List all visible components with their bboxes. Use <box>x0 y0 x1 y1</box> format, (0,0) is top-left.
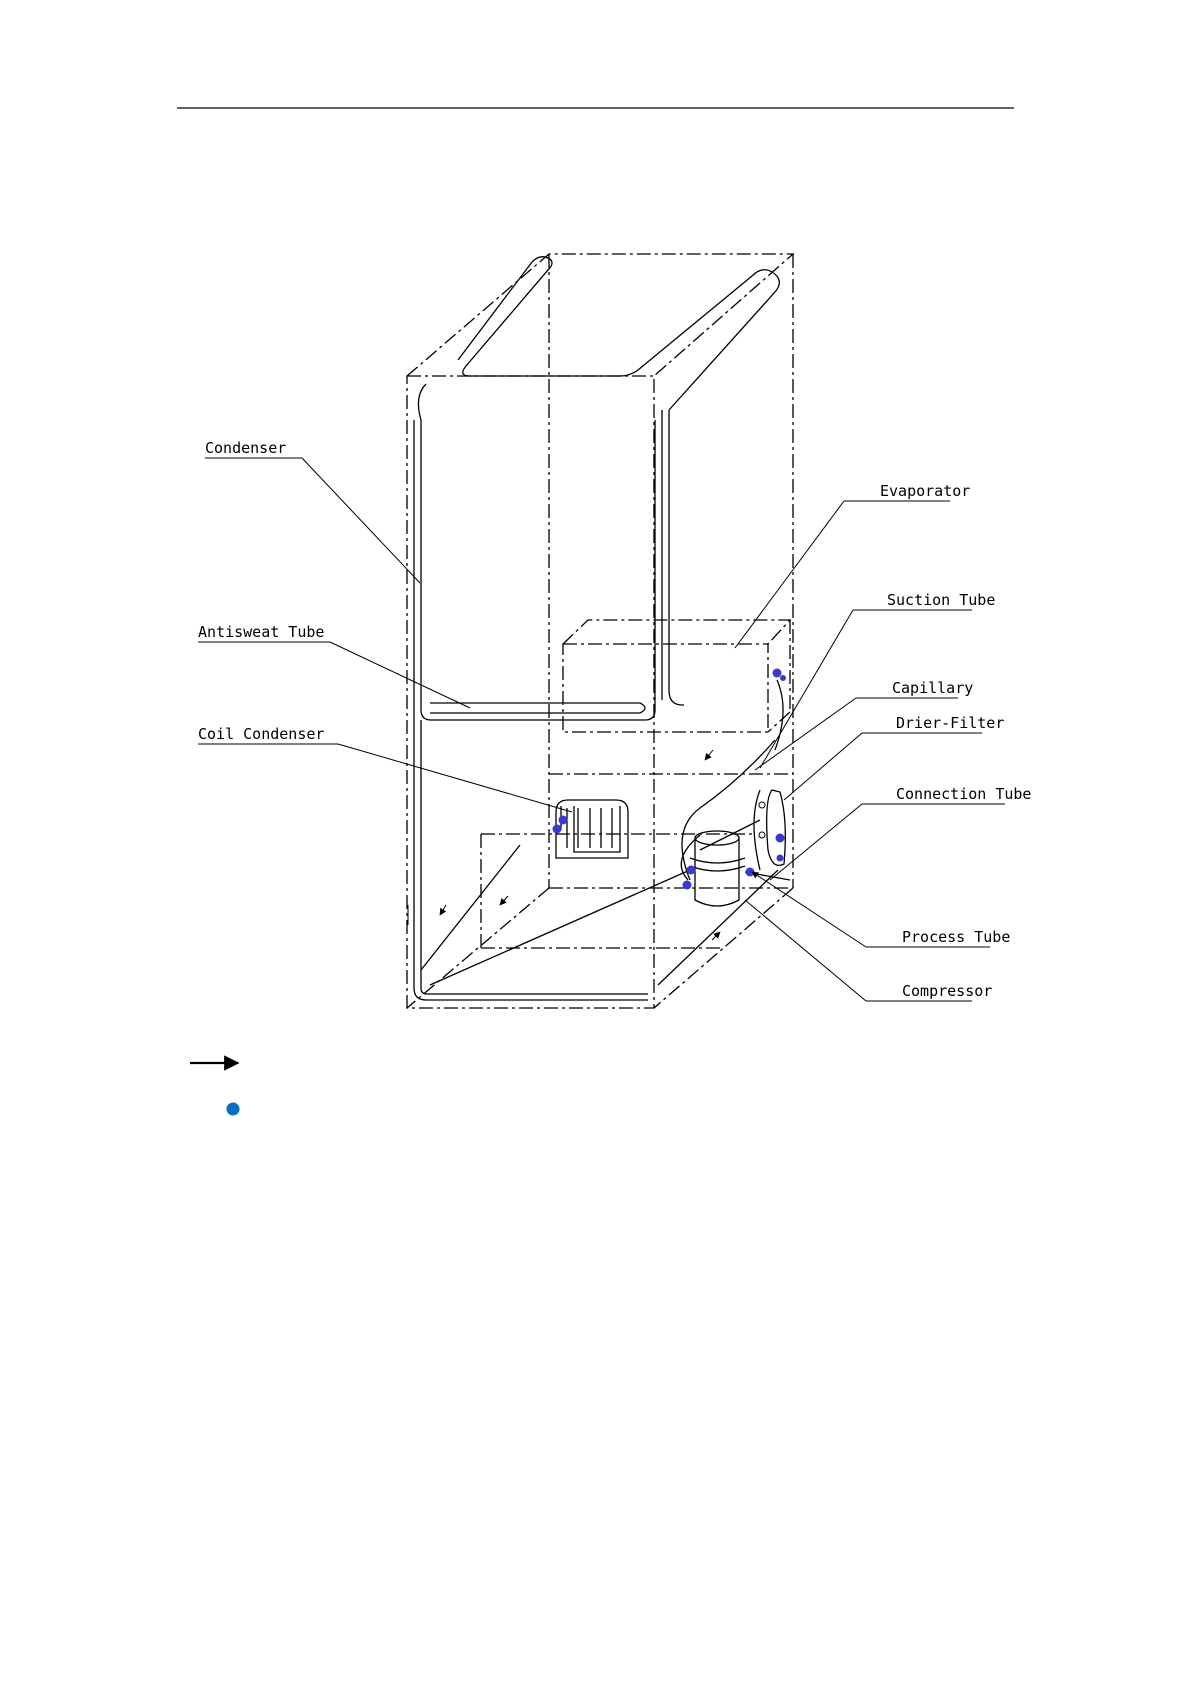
drier-filter-label: Drier-Filter <box>896 714 1005 732</box>
weld-points <box>553 669 787 890</box>
suction-capillary <box>682 740 775 880</box>
label-evaporator <box>735 482 970 648</box>
label-antisweat-tube <box>198 623 470 708</box>
suction-tube-label: Suction Tube <box>887 591 996 609</box>
evaporator <box>563 620 790 750</box>
compressor-label: Compressor <box>902 982 993 1000</box>
label-condenser <box>205 439 420 583</box>
legend <box>190 1063 240 1116</box>
antisweat-tube-label: Antisweat Tube <box>198 623 325 641</box>
capillary-label: Capillary <box>892 679 974 697</box>
coil-condenser-label: Coil Condenser <box>198 725 325 743</box>
process-tube-label: Process Tube <box>902 928 1011 946</box>
condenser-label: Condenser <box>205 439 287 457</box>
evaporator-label: Evaporator <box>880 482 971 500</box>
connection-tube-label: Connection Tube <box>896 785 1032 803</box>
label-compressor <box>745 900 992 1001</box>
label-coil-condenser <box>198 725 572 812</box>
coil-condenser <box>556 800 628 858</box>
label-connection-tube <box>770 785 1031 880</box>
legend-weld-point-icon <box>227 1103 240 1116</box>
label-process-tube <box>752 872 1010 947</box>
compressor <box>681 831 790 906</box>
flow-arrows <box>408 750 720 940</box>
